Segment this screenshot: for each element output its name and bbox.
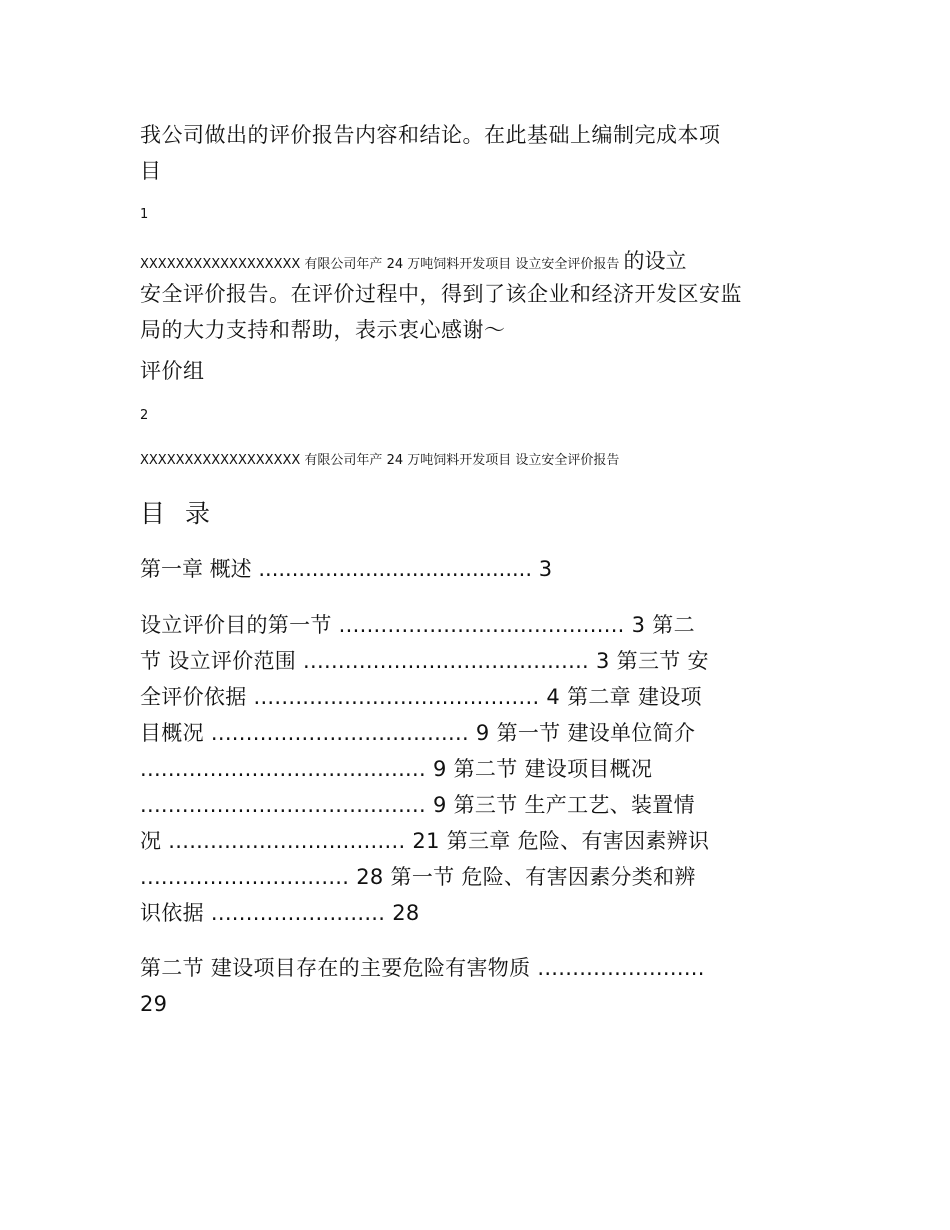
toc-line[interactable]: 目概况 ..................................... 9 第一节 建设单位简介 xyxy=(140,721,696,745)
toc-line[interactable]: ......................................... 9 第三节 生产工艺、装置情 xyxy=(140,793,695,817)
intro-line-1: 我公司做出的评价报告内容和结论。在此基础上编制完成本项 xyxy=(140,123,721,147)
ack-line-1: 安全评价报告。在评价过程中，得到了该企业和经济开发区安监 xyxy=(140,282,742,306)
toc-title: 目 录 xyxy=(140,499,216,528)
running-header: XXXXXXXXXXXXXXXXXX 有限公司年产 24 万吨饲料开发项目 设立安全评价报告 xyxy=(140,453,620,468)
toc-entries-block xyxy=(140,607,812,931)
toc-line[interactable]: .............................. 28 第一节 危险、有害因素分类和辨 xyxy=(140,865,696,889)
page-number: 2 xyxy=(140,408,149,423)
ack-line-2: 局的大力支持和帮助，表示衷心感谢～ xyxy=(140,318,506,342)
intro-paragraph xyxy=(140,117,812,189)
header-tail: 的设立 xyxy=(623,249,687,273)
page-number: 1 xyxy=(140,207,149,222)
toc-line: 第二节 建设项目存在的主要危险有害物质 ........................ xyxy=(140,956,705,980)
intro-line-2: 目 xyxy=(140,159,162,183)
header-text: XXXXXXXXXXXXXXXXXX 有限公司年产 24 万吨饲料开发项目 设立安全评价报告 xyxy=(140,257,624,272)
toc-line[interactable]: ......................................... 9 第二节 建设项目概况 xyxy=(140,757,653,781)
running-header xyxy=(140,244,812,280)
toc-entry-chapter-1[interactable]: 第一章 概述 ......................................... 3 xyxy=(140,557,553,581)
toc-line[interactable]: 识依据 ......................... 28 xyxy=(140,901,420,925)
acknowledgement-paragraph xyxy=(140,276,812,348)
toc-line[interactable]: 设立评价目的第一节 ......................................... 3 第二 xyxy=(140,613,695,637)
toc-line[interactable]: 全评价依据 ......................................... 4 第二章 建设项 xyxy=(140,685,702,709)
toc-line[interactable]: 节 设立评价范围 ......................................... 3 第三节 安 xyxy=(140,649,709,673)
signature: 评价组 xyxy=(140,359,205,383)
toc-line[interactable]: 况 .................................. 21 第三章 危险、有害因素辨识 xyxy=(140,829,710,853)
toc-line: 29 xyxy=(140,992,168,1016)
toc-entry-last[interactable] xyxy=(140,950,812,1022)
